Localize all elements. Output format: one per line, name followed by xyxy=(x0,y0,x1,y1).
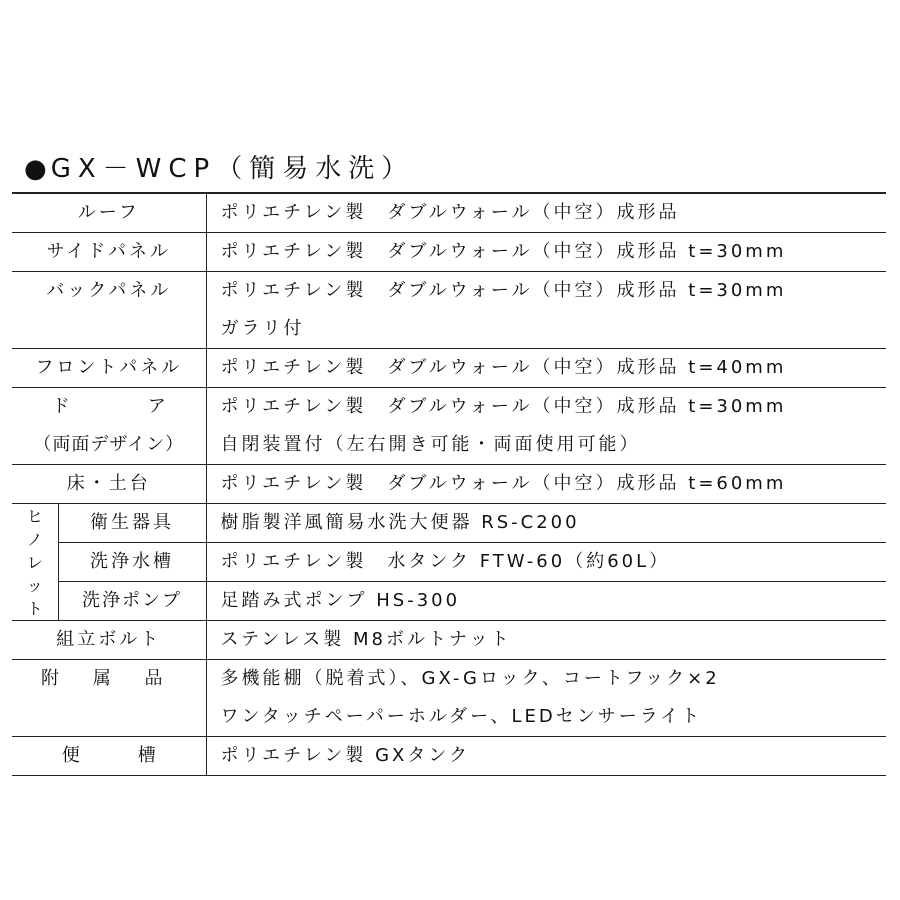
table-row-accessories xyxy=(12,660,886,737)
row-value: ポリエチレン製 GXタンク xyxy=(206,737,886,776)
table-row-roof xyxy=(12,193,886,233)
page-title xyxy=(24,148,414,185)
row-label: 組立ボルト xyxy=(12,621,206,660)
row-value: ポリエチレン製 ダブルウォール（中空）成形品 t=30mm xyxy=(206,233,886,272)
row-label: 洗浄水槽 xyxy=(58,543,206,582)
row-value: ポリエチレン製 ダブルウォール（中空）成形品 t=60mm xyxy=(206,465,886,504)
row-label: 洗浄ポンプ xyxy=(58,582,206,621)
row-label: ルーフ xyxy=(12,193,206,233)
row-value: 足踏み式ポンプ HS-300 xyxy=(206,582,886,621)
row-value: ポリエチレン製 ダブルウォール（中空）成形品 xyxy=(206,193,886,233)
row-label: 床・土台 xyxy=(12,465,206,504)
row-label: 便 槽 xyxy=(12,737,206,776)
row-value: 多機能棚（脱着式）、GX-Gロック、コートフック×2 ワンタッチペーパーホルダー、LEDセンサーライト xyxy=(206,660,886,737)
table-row-floor xyxy=(12,465,886,504)
row-label: バックパネル xyxy=(12,272,206,349)
table-row-flush-tank xyxy=(12,543,886,582)
table-row-side-panel xyxy=(12,233,886,272)
table-row-back-panel xyxy=(12,272,886,349)
toilet-group-label: ヒ ノ レ ッ ト xyxy=(12,504,58,621)
table-row-flush-pump xyxy=(12,582,886,621)
spec-table xyxy=(12,192,886,776)
table-row-front-panel xyxy=(12,349,886,388)
row-label: 附 属 品 xyxy=(12,660,206,737)
row-value: 樹脂製洋風簡易水洗大便器 RS-C200 xyxy=(206,504,886,543)
row-label: 衛生器具 xyxy=(58,504,206,543)
row-value: ポリエチレン製 ダブルウォール（中空）成形品 t=30mm 自閉装置付（左右開き可能・両面使用可能） xyxy=(206,388,886,465)
table-row-door xyxy=(12,388,886,465)
row-value: ポリエチレン製 ダブルウォール（中空）成形品 t=30mm ガラリ付 xyxy=(206,272,886,349)
table-row-bolts xyxy=(12,621,886,660)
row-label: ド ア （両面デザイン） xyxy=(12,388,206,465)
row-value: ステンレス製 M8ボルトナット xyxy=(206,621,886,660)
table-row-tank xyxy=(12,737,886,776)
row-label: サイドパネル xyxy=(12,233,206,272)
row-value: ポリエチレン製 水タンク FTW-60（約60L） xyxy=(206,543,886,582)
table-row-sanitary xyxy=(12,504,886,543)
row-value: ポリエチレン製 ダブルウォール（中空）成形品 t=40mm xyxy=(206,349,886,388)
bullet-icon: ● xyxy=(24,154,51,184)
title-text: GX－WCP（簡易水洗） xyxy=(50,154,415,184)
row-label: フロントパネル xyxy=(12,349,206,388)
